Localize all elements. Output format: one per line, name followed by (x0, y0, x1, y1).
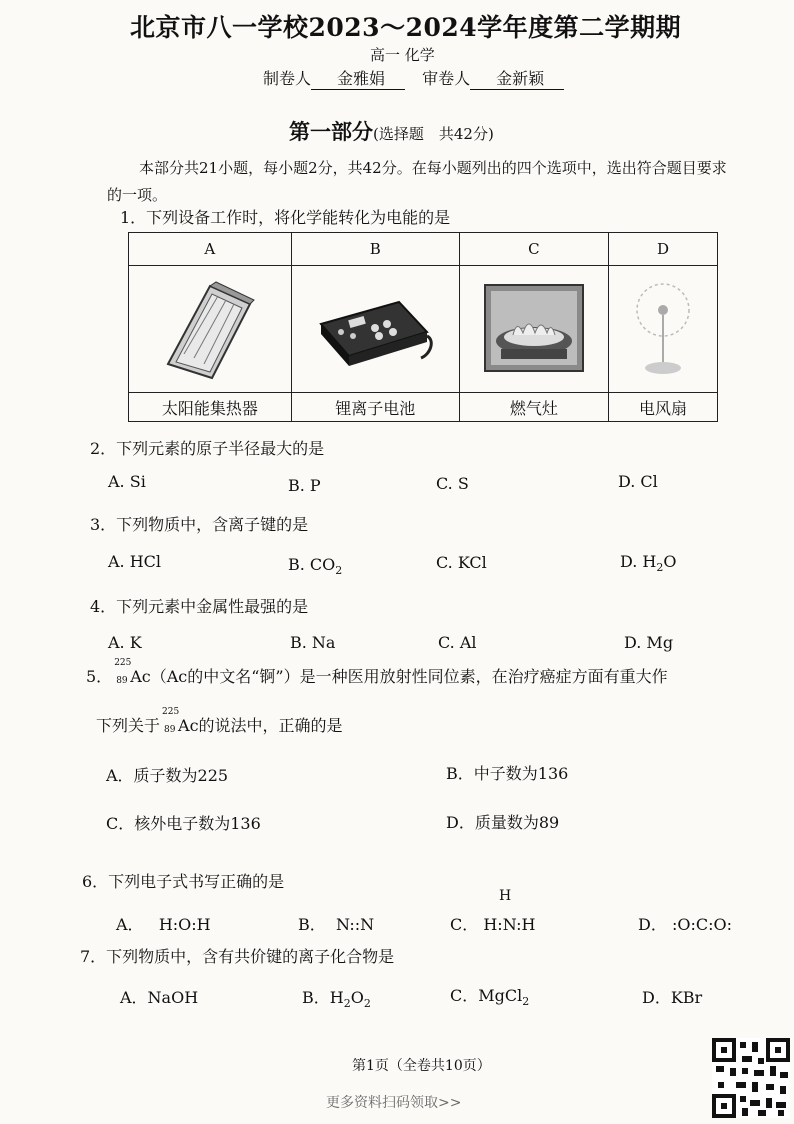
question-5-stem: 5． 225 89 Ac（Ac的中文名“锕”）是一种医用放射性同位素，在治疗癌症方面有重大作 (86, 658, 668, 686)
q7-option-b: B．$H_2O_2$ (302, 988, 371, 1011)
q4-option-b: B. Na (290, 633, 336, 652)
part-intro: 本部分共21小题，每小题2分，共42分。在每小题列出的四个选项中，选出符合题目要求的一项。 (107, 159, 727, 204)
question-3-stem: 3．下列物质中，含离子键的是 (90, 515, 309, 534)
q5-option-a: A．质子数为225 (106, 766, 229, 785)
water-electron-formula: H:O:H (158, 915, 211, 934)
q6-option-d: D． :O:C:O: (638, 915, 732, 934)
ac-isotope-notation-2: 225 89 (162, 707, 180, 735)
q2-option-c: C. S (436, 474, 469, 493)
lithium-battery-image (292, 266, 459, 392)
q3-option-c: C. KCl (436, 553, 487, 572)
q4-option-c: C. Al (438, 633, 477, 652)
qr-code-icon[interactable] (712, 1038, 790, 1118)
q3-option-b: B. $CO_2$ (288, 555, 343, 578)
q7-option-a: A．NaOH (120, 988, 199, 1007)
solar-collector-image (129, 266, 291, 392)
option-a-caption: 太阳能集热器 (129, 393, 292, 422)
q6-option-b: B． N::N (298, 915, 375, 934)
part-note: (选择题 共42分) (373, 125, 494, 143)
exam-title: 北京市八一学校2023～2024学年度第二学期期 (130, 13, 682, 42)
q2-option-b: B. P (288, 476, 321, 495)
q5-option-c: C．核外电子数为136 (106, 814, 261, 833)
nitrogen-electron-formula: N::N (335, 915, 375, 934)
q6-option-c: C． H:N:H (450, 915, 536, 934)
q2-option-a: A. Si (108, 472, 146, 491)
q7-option-c: C．MgCl$_2$ (450, 986, 530, 1009)
question-1-table (128, 232, 718, 422)
maker-label: 制卷人 (263, 69, 312, 88)
question-4-stem: 4．下列元素中金属性最强的是 (90, 597, 309, 616)
option-d-letter: D (609, 233, 718, 266)
reviewer-name: 金新颖 (470, 66, 564, 90)
option-c-caption: 燃气灶 (459, 393, 608, 422)
part-heading (289, 116, 494, 146)
exam-subtitle: 高一 化学 (370, 46, 435, 64)
q6-option-c-top-h: H (499, 888, 512, 904)
q5-option-b: B．中子数为136 (446, 764, 569, 783)
option-b-letter: B (291, 233, 459, 266)
q4-option-a: A. K (108, 633, 142, 652)
option-c-letter: C (459, 233, 608, 266)
q6-option-a: A． H:O:H (116, 915, 211, 934)
exam-makers (263, 66, 576, 90)
question-5-stem-2: 下列关于 225 89 Ac的说法中，正确的是 (96, 707, 343, 735)
option-b-caption: 锂离子电池 (291, 393, 459, 422)
question-7-stem: 7．下列物质中，含有共价键的离子化合物是 (80, 947, 395, 966)
part-title: 第一部分 (289, 119, 373, 144)
gas-stove-image (460, 266, 608, 392)
option-a-letter: A (129, 233, 292, 266)
question-6-stem: 6．下列电子式书写正确的是 (82, 872, 285, 891)
q2-option-d: D. Cl (618, 472, 658, 491)
reviewer-label: 审卷人 (422, 69, 471, 88)
q4-option-d: D. Mg (624, 633, 674, 652)
ammonia-electron-formula: H:N:H (483, 915, 536, 934)
q3-option-a: A. HCl (108, 552, 162, 571)
q5-option-d: D．质量数为89 (446, 813, 560, 832)
q7-option-d: D．KBr (642, 988, 703, 1007)
question-2-stem: 2．下列元素的原子半径最大的是 (90, 439, 325, 458)
ac-isotope-notation: 225 89 (114, 658, 132, 686)
option-d-caption: 电风扇 (609, 393, 718, 422)
question-1-stem: 1．下列设备工作时，将化学能转化为电能的是 (120, 208, 451, 227)
q3-option-d: D. $H_2O$ (620, 552, 677, 575)
electric-fan-image (609, 266, 717, 392)
maker-name: 金雅娟 (311, 66, 405, 90)
co2-electron-formula: :O:C:O: (671, 915, 732, 934)
more-resources-text: 更多资料扫码领取>> (326, 1095, 462, 1111)
page-number: 第1页（全卷共10页） (352, 1058, 491, 1074)
